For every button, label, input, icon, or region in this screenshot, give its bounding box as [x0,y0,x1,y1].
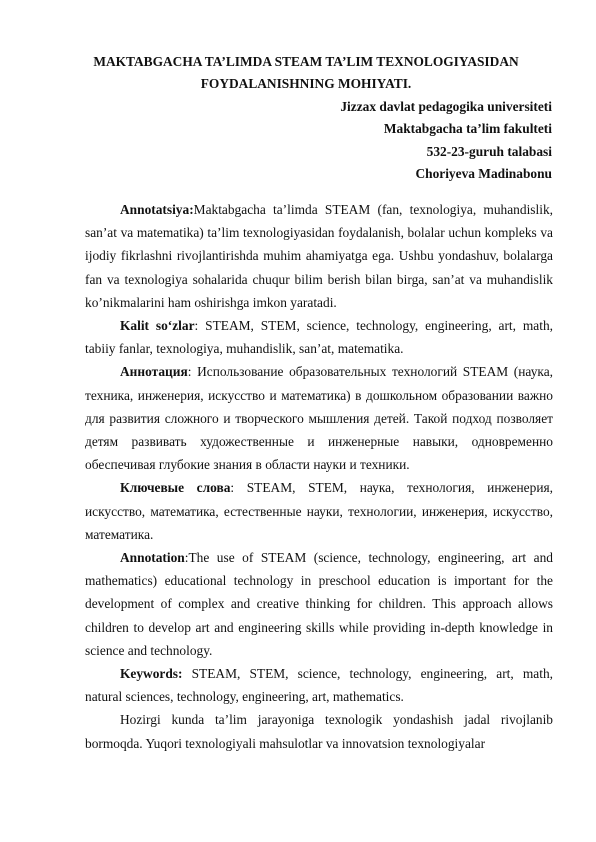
paper-body [85,198,553,755]
intro-paragraph [85,708,553,754]
keywords-ru-paragraph [85,476,553,546]
annotation-en-label: Annotation [120,550,185,566]
title-line-1: MAKTABGACHA TA’LIMDA STEAM TA’LIM TEXNOLOGIYASIDAN [93,54,519,69]
intro-text: Hozirgi kunda ta’lim jarayoniga texnologik yondashish jadal rivojlanib bormoqda. Yuqori texnologiyali mahsulotlar va innovatsion texnologiyalar [85,712,553,751]
faculty-name: Maktabgacha ta’lim fakulteti [383,121,552,137]
annotation-ru-text: : Использование образовательных технологий STEAM (наука, техника, инженерия, искусство и математика) в дошкольном образовании важно для развития сложного и творческого мышления детей. Такой подход позволяет детям развивать художественные и инженерные навыки, одновременно обеспечивая глубокие знания в области науки и техники. [85,364,553,473]
title-line-2: FOYDALANISHNING MOHIYATI. [200,76,412,91]
annotation-en-text: :The use of STEAM (science, technology, engineering, art and mathematics) educational technology in preschool education is important for the development of complex and creative thinking for children. This approach allows children to develop art and engineering skills while providing in-depth knowledge in science and technology. [85,550,553,658]
paper-title [86,51,526,95]
author-name: Choriyeva Madinabonu [415,166,552,182]
keywords-ru-text: : STEAM, STEM, наука, технология, инженерия, искусство, математика, естественные науки, технологии, инженерия, искусство, математика. [85,480,553,542]
keywords-uz-label: Kalit so‘zlar [120,318,195,334]
annotation-en-paragraph [85,546,553,662]
university-name: Jizzax davlat pedagogika universiteti [340,99,552,114]
annotation-uz-text: Maktabgacha ta’limda STEAM (fan, texnologiya, muhandislik, san’at va matematika) ta’lim texnologiyasidan foydalanish, bolalar uchun kompleks va ijodiy fikrlashni rivojlantirishda muhim ahamiyatga ega. Ushbu yondashuv, bolalarga fan va texnologiya sohalarida chuqur bilim berish bilan birga, san’at va muhandislik ko’nikmalarini ham oshirishga imkon yaratadi. [85,202,553,310]
author-affiliation-block [340,96,552,186]
annotation-uz-label: Annotatsiya: [120,202,194,217]
annotation-uz-paragraph [85,198,553,314]
keywords-ru-label: Ключевые слова [120,480,231,496]
student-group: 532-23-guruh talabasi [426,143,552,159]
keywords-uz-paragraph [85,314,553,360]
annotation-ru-paragraph [85,360,553,476]
keywords-en-paragraph [85,662,553,708]
keywords-en-label: Keywords: [120,666,183,682]
keywords-en-text: STEAM, STEM, science, technology, engineering, art, math, natural sciences, technology, engineering, art, mathematics. [85,666,553,705]
annotation-ru-label: Аннотация [120,364,188,380]
keywords-uz-text: : STEAM, STEM, science, technology, engineering, art, math, tabiiy fanlar, texnologiya, muhandislik, san’at, matematika. [85,318,553,357]
